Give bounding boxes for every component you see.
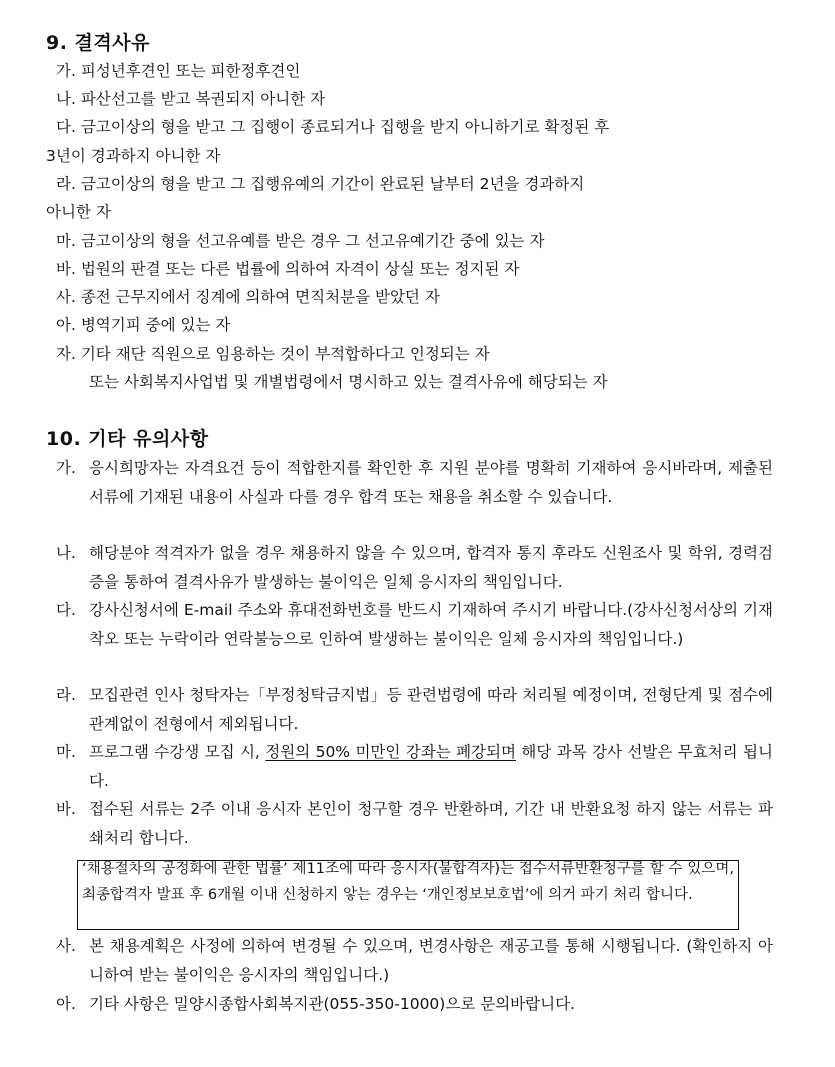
disqualification-item-continued: 아니한 자 <box>46 203 111 221</box>
disqualification-item: 나. 파산선고를 받고 복권되지 아니한 자 <box>56 90 326 108</box>
item-label: 나. <box>56 544 76 562</box>
item-label: 가. <box>56 459 76 477</box>
document-return-notice-box <box>77 860 739 930</box>
disqualification-item: 자. 기타 재단 직원으로 임용하는 것이 부적합하다고 인정되는 자 <box>56 345 490 363</box>
item-text-after: 해당 과목 강사 선발은 무효처리 됩니다. <box>89 743 773 790</box>
notice-item-na <box>56 539 773 596</box>
disqualification-item: 다. 금고이상의 형을 받고 그 집행이 종료되거나 집행을 받지 아니하기로 확정된 후 <box>56 118 610 136</box>
item-label: 라. <box>56 686 76 704</box>
disqualification-item: 가. 피성년후견인 또는 피한정후견인 <box>56 62 301 80</box>
disqualification-item: 아. 병역기피 중에 있는 자 <box>56 316 231 334</box>
notice-item-a <box>56 990 773 1019</box>
disqualification-item-continued: 3년이 경과하지 아니한 자 <box>46 147 221 165</box>
notice-item-ma <box>56 738 773 795</box>
item-text: 모집관련 인사 청탁자는「부정청탁금지법」등 관련법령에 따라 처리될 예정이며, 전형단계 및 점수에 관계없이 전형에서 제외됩니다. <box>89 686 773 733</box>
item-label: 아. <box>56 995 76 1013</box>
item-text: 응시희망자는 자격요건 등이 적합한지를 확인한 후 지원 분야를 명확히 기재하여 응시바라며, 제출된 서류에 기재된 내용이 사실과 다를 경우 합격 또는 채용을 취소할 수 있습니다. <box>89 459 773 506</box>
notice-item-da <box>56 596 773 653</box>
item-text: 본 채용계획은 사정에 의하여 변경될 수 있으며, 변경사항은 재공고를 통해 시행됩니다. (확인하지 아니하여 받는 불이익은 응시자의 책임입니다.) <box>89 937 773 984</box>
item-label: 다. <box>56 601 76 619</box>
item-text: 접수된 서류는 2주 이내 응시자 본인이 청구할 경우 반환하며, 기간 내 반환요청 하지 않는 서류는 파쇄처리 합니다. <box>89 800 773 847</box>
item-text: 강사신청서에 E-mail 주소와 휴대전화번호를 반드시 기재하여 주시기 바랍니다.(강사신청서상의 기재착오 또는 누락이라 연락불능으로 인하여 발생하는 불이익은 일체 응시자의 책임입니다.) <box>89 601 773 648</box>
disqualification-item: 사. 종전 근무지에서 징계에 의하여 면직처분을 받았던 자 <box>56 288 440 306</box>
disqualification-item: 바. 법원의 판결 또는 다른 법률에 의하여 자격이 상실 또는 정지된 자 <box>56 260 520 278</box>
disqualification-item: 마. 금고이상의 형을 선고유예를 받은 경우 그 선고유예기간 중에 있는 자 <box>56 232 545 250</box>
item-label: 바. <box>56 800 76 818</box>
notice-item-sa <box>56 932 773 989</box>
notice-item-ga <box>56 454 773 511</box>
disqualification-item: 라. 금고이상의 형을 받고 그 집행유예의 기간이 완료된 날부터 2년을 경과하지 <box>56 175 585 193</box>
notice-text: ‘채용절차의 공정화에 관한 법률’ 제11조에 따라 응시자(불합격자)는 접수서류반환청구를 할 수 있으며, 최종합격자 발표 후 6개월 이내 신청하지 앟는 경우는 ‘개인정보보호법’에 의거 파기 처리 합니다. <box>82 861 734 903</box>
notice-item-ba <box>56 795 773 852</box>
item-label: 사. <box>56 937 76 955</box>
section-10-heading: 10. 기타 유의사항 <box>46 428 209 450</box>
item-text: 해당분야 적격자가 없을 경우 채용하지 않을 수 있으며, 합격자 통지 후라도 신원조사 및 학위, 경력검증을 통하여 결격사유가 발생하는 불이익은 일체 응시자의 책임입니다. <box>89 544 773 591</box>
item-text-before: 프로그램 수강생 모집 시, <box>89 743 266 761</box>
underlined-condition: 정원의 50% 미만인 강좌는 폐강되며 <box>265 743 516 761</box>
item-label: 마. <box>56 743 76 761</box>
notice-item-ra <box>56 681 773 738</box>
section-9-heading: 9. 결격사유 <box>46 32 150 54</box>
item-text: 기타 사항은 밀양시종합사회복지관(055-350-1000)으로 문의바랍니다. <box>89 995 575 1013</box>
disqualification-item-continued: 또는 사회복지사업법 및 개별법령에서 명시하고 있는 결격사유에 해당되는 자 <box>89 373 608 391</box>
